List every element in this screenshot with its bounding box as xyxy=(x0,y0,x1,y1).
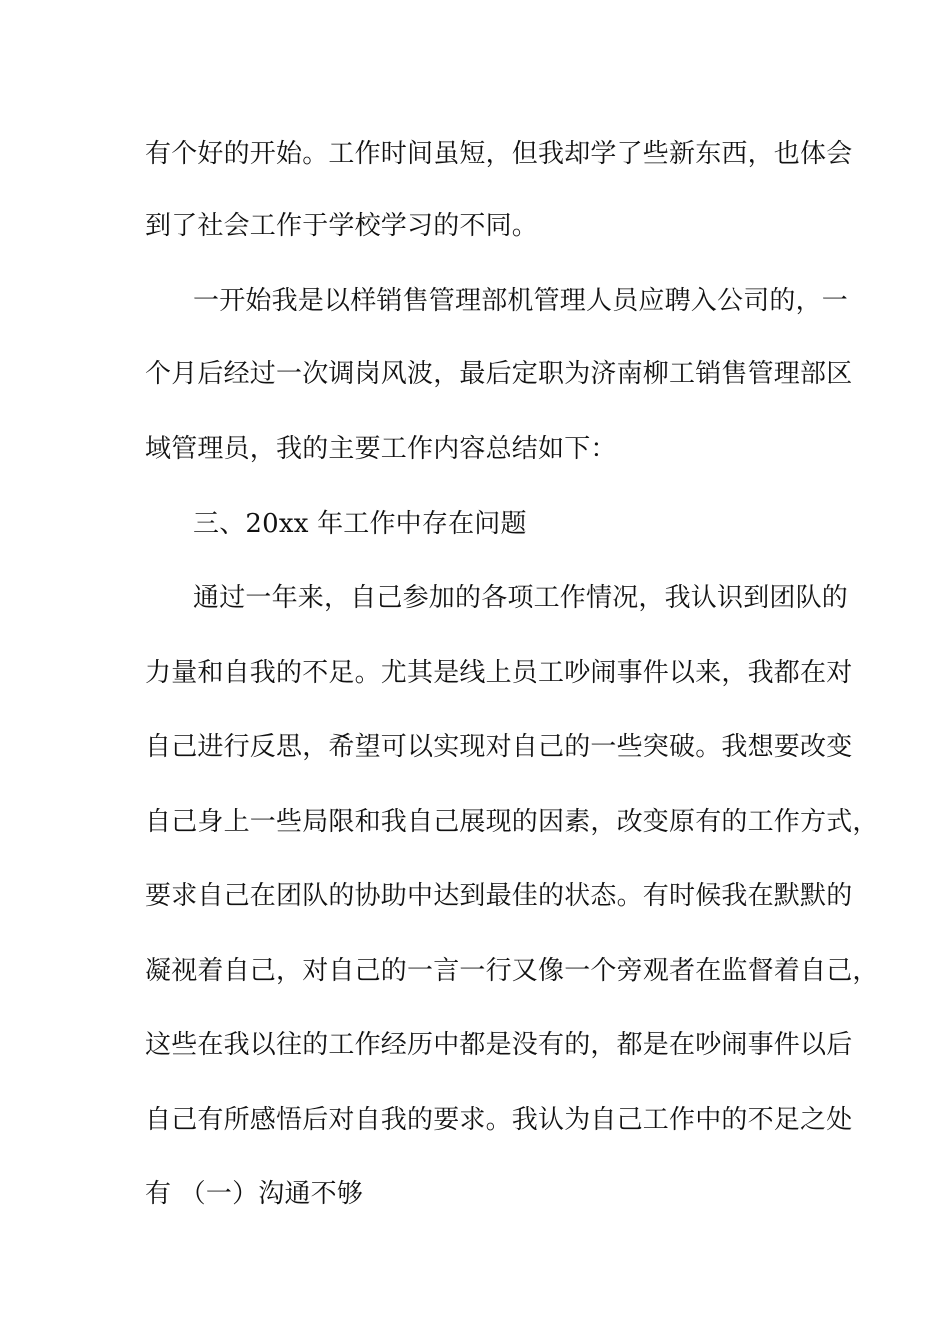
paragraph-line: 这些在我以往的工作经历中都是没有的，都是在吵闹事件以后 xyxy=(145,1030,853,1060)
paragraph-line: 凝视着自己，对自己的一言一行又像一个旁观者在监督着自己， xyxy=(145,956,879,986)
paragraph-line: 个月后经过一次调岗风波，最后定职为济南柳工销售管理部区 xyxy=(145,359,853,389)
paragraph-line: 到了社会工作于学校学习的不同。 xyxy=(145,211,539,241)
paragraph-line: 一开始我是以样销售管理部机管理人员应聘入公司的，一 xyxy=(193,286,849,316)
section-heading: 三、20xx 年工作中存在问题 xyxy=(193,509,527,539)
paragraph-line: 自己有所感悟后对自我的要求。我认为自己工作中的不足之处 xyxy=(145,1105,853,1135)
paragraph-line: 自己进行反思，希望可以实现对自己的一些突破。我想要改变 xyxy=(145,732,853,762)
paragraph-line: 自己身上一些局限和我自己展现的因素，改变原有的工作方式， xyxy=(145,807,879,837)
paragraph-line: 力量和自我的不足。尤其是线上员工吵闹事件以来，我都在对 xyxy=(145,658,853,688)
subsection-heading: 有 （一）沟通不够 xyxy=(145,1179,364,1209)
paragraph-line: 域管理员，我的主要工作内容总结如下： xyxy=(145,434,617,464)
paragraph-line: 有个好的开始。工作时间虽短，但我却学了些新东西，也体会 xyxy=(145,139,853,169)
paragraph-line: 要求自己在团队的协助中达到最佳的状态。有时候我在默默的 xyxy=(145,881,853,911)
paragraph-line: 通过一年来，自己参加的各项工作情况，我认识到团队的 xyxy=(193,583,849,613)
